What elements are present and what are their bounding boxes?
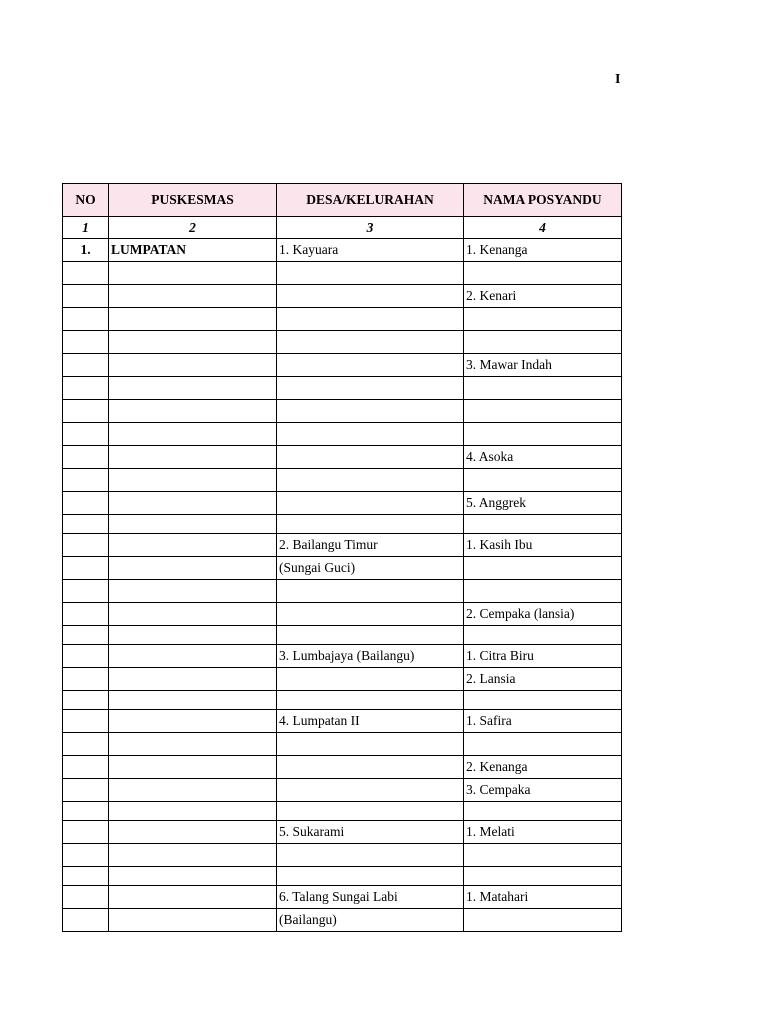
- cell-nama-posyandu: 1. Kasih Ibu: [464, 534, 622, 557]
- cell-no: [63, 400, 109, 423]
- cell-puskesmas: [109, 603, 277, 626]
- cell-no: [63, 909, 109, 932]
- cell-puskesmas: [109, 515, 277, 534]
- cell-desa-kelurahan: [277, 756, 464, 779]
- table-row: [63, 779, 622, 802]
- cell-nama-posyandu: [464, 262, 622, 285]
- cell-no: [63, 779, 109, 802]
- cell-nama-posyandu: 1. Melati: [464, 821, 622, 844]
- cell-desa-kelurahan: [277, 626, 464, 645]
- cell-puskesmas: LUMPATAN: [109, 239, 277, 262]
- cell-no: [63, 446, 109, 469]
- cell-nama-posyandu: [464, 423, 622, 446]
- cell-no: [63, 867, 109, 886]
- column-number: 1: [63, 217, 109, 239]
- table-row: [63, 423, 622, 446]
- header-no: NO: [63, 184, 109, 217]
- table-row: [63, 668, 622, 691]
- cell-desa-kelurahan: [277, 733, 464, 756]
- cell-nama-posyandu: [464, 733, 622, 756]
- cell-nama-posyandu: [464, 308, 622, 331]
- cell-desa-kelurahan: [277, 691, 464, 710]
- cell-desa-kelurahan: [277, 802, 464, 821]
- table-row: [63, 802, 622, 821]
- cell-no: 1.: [63, 239, 109, 262]
- column-number-row: [63, 217, 622, 239]
- cell-no: [63, 733, 109, 756]
- cell-no: [63, 423, 109, 446]
- table-row: [63, 308, 622, 331]
- cell-desa-kelurahan: [277, 308, 464, 331]
- cell-no: [63, 645, 109, 668]
- cell-puskesmas: [109, 710, 277, 733]
- cell-desa-kelurahan: [277, 331, 464, 354]
- column-number: 4: [464, 217, 622, 239]
- table-row: [63, 867, 622, 886]
- cell-puskesmas: [109, 802, 277, 821]
- cell-nama-posyandu: [464, 331, 622, 354]
- cell-no: [63, 354, 109, 377]
- cell-puskesmas: [109, 580, 277, 603]
- cell-desa-kelurahan: [277, 779, 464, 802]
- table-row: [63, 821, 622, 844]
- header-puskesmas: PUSKESMAS: [109, 184, 277, 217]
- header-row: [63, 184, 622, 217]
- cell-puskesmas: [109, 756, 277, 779]
- cell-nama-posyandu: 4. Asoka: [464, 446, 622, 469]
- page-corner-mark: I: [615, 72, 621, 87]
- cell-no: [63, 710, 109, 733]
- cell-desa-kelurahan: 1. Kayuara: [277, 239, 464, 262]
- cell-puskesmas: [109, 285, 277, 308]
- cell-puskesmas: [109, 886, 277, 909]
- cell-puskesmas: [109, 400, 277, 423]
- cell-nama-posyandu: 5. Anggrek: [464, 492, 622, 515]
- table-row: [63, 844, 622, 867]
- header-nama-posyandu: NAMA POSYANDU: [464, 184, 622, 217]
- cell-nama-posyandu: [464, 515, 622, 534]
- table-row: [63, 492, 622, 515]
- table-row: [63, 285, 622, 308]
- table-row: [63, 909, 622, 932]
- cell-desa-kelurahan: [277, 469, 464, 492]
- cell-nama-posyandu: [464, 867, 622, 886]
- cell-desa-kelurahan: 4. Lumpatan II: [277, 710, 464, 733]
- cell-no: [63, 821, 109, 844]
- cell-no: [63, 691, 109, 710]
- table-row: [63, 733, 622, 756]
- cell-puskesmas: [109, 668, 277, 691]
- cell-desa-kelurahan: [277, 262, 464, 285]
- cell-puskesmas: [109, 645, 277, 668]
- cell-no: [63, 262, 109, 285]
- cell-no: [63, 469, 109, 492]
- cell-puskesmas: [109, 909, 277, 932]
- cell-desa-kelurahan: [277, 423, 464, 446]
- cell-no: [63, 308, 109, 331]
- cell-puskesmas: [109, 821, 277, 844]
- table-row: [63, 446, 622, 469]
- table-row: [63, 645, 622, 668]
- table-row: [63, 626, 622, 645]
- table-row: [63, 691, 622, 710]
- cell-puskesmas: [109, 331, 277, 354]
- cell-desa-kelurahan: [277, 400, 464, 423]
- table-row: [63, 239, 622, 262]
- cell-puskesmas: [109, 844, 277, 867]
- cell-desa-kelurahan: [277, 867, 464, 886]
- cell-nama-posyandu: 3. Mawar Indah: [464, 354, 622, 377]
- cell-puskesmas: [109, 534, 277, 557]
- cell-nama-posyandu: [464, 469, 622, 492]
- cell-desa-kelurahan: 3. Lumbajaya (Bailangu): [277, 645, 464, 668]
- header-desa-kelurahan: DESA/KELURAHAN: [277, 184, 464, 217]
- cell-no: [63, 331, 109, 354]
- cell-no: [63, 603, 109, 626]
- cell-desa-kelurahan: [277, 515, 464, 534]
- cell-no: [63, 626, 109, 645]
- cell-puskesmas: [109, 733, 277, 756]
- cell-nama-posyandu: [464, 557, 622, 580]
- cell-desa-kelurahan: [277, 285, 464, 308]
- cell-puskesmas: [109, 377, 277, 400]
- cell-nama-posyandu: [464, 400, 622, 423]
- cell-desa-kelurahan: (Sungai Guci): [277, 557, 464, 580]
- table-row: [63, 756, 622, 779]
- cell-nama-posyandu: [464, 377, 622, 400]
- cell-no: [63, 756, 109, 779]
- cell-nama-posyandu: 2. Lansia: [464, 668, 622, 691]
- table-row: [63, 262, 622, 285]
- cell-puskesmas: [109, 262, 277, 285]
- cell-desa-kelurahan: [277, 668, 464, 691]
- cell-nama-posyandu: 1. Matahari: [464, 886, 622, 909]
- cell-nama-posyandu: 1. Safira: [464, 710, 622, 733]
- cell-desa-kelurahan: [277, 377, 464, 400]
- table-row: [63, 400, 622, 423]
- cell-nama-posyandu: [464, 580, 622, 603]
- cell-puskesmas: [109, 446, 277, 469]
- cell-nama-posyandu: 2. Kenari: [464, 285, 622, 308]
- table-row: [63, 354, 622, 377]
- table-row: [63, 557, 622, 580]
- cell-puskesmas: [109, 691, 277, 710]
- cell-nama-posyandu: [464, 691, 622, 710]
- cell-no: [63, 580, 109, 603]
- cell-puskesmas: [109, 779, 277, 802]
- cell-no: [63, 844, 109, 867]
- cell-desa-kelurahan: [277, 580, 464, 603]
- column-number: 3: [277, 217, 464, 239]
- cell-desa-kelurahan: [277, 446, 464, 469]
- table-row: [63, 886, 622, 909]
- cell-nama-posyandu: 1. Kenanga: [464, 239, 622, 262]
- cell-desa-kelurahan: 2. Bailangu Timur: [277, 534, 464, 557]
- cell-nama-posyandu: 3. Cempaka: [464, 779, 622, 802]
- cell-no: [63, 802, 109, 821]
- cell-nama-posyandu: [464, 626, 622, 645]
- cell-nama-posyandu: 2. Cempaka (lansia): [464, 603, 622, 626]
- cell-nama-posyandu: [464, 844, 622, 867]
- cell-desa-kelurahan: [277, 603, 464, 626]
- cell-nama-posyandu: 1. Citra Biru: [464, 645, 622, 668]
- cell-puskesmas: [109, 469, 277, 492]
- cell-puskesmas: [109, 557, 277, 580]
- table-row: [63, 580, 622, 603]
- cell-no: [63, 492, 109, 515]
- cell-nama-posyandu: 2. Kenanga: [464, 756, 622, 779]
- cell-nama-posyandu: [464, 802, 622, 821]
- cell-puskesmas: [109, 626, 277, 645]
- cell-desa-kelurahan: [277, 844, 464, 867]
- cell-desa-kelurahan: (Bailangu): [277, 909, 464, 932]
- cell-puskesmas: [109, 867, 277, 886]
- cell-desa-kelurahan: [277, 492, 464, 515]
- cell-no: [63, 886, 109, 909]
- cell-no: [63, 515, 109, 534]
- table-row: [63, 331, 622, 354]
- posyandu-table: [62, 183, 622, 932]
- table-row: [63, 469, 622, 492]
- cell-nama-posyandu: [464, 909, 622, 932]
- table-row: [63, 534, 622, 557]
- table-row: [63, 603, 622, 626]
- cell-desa-kelurahan: [277, 354, 464, 377]
- table-row: [63, 515, 622, 534]
- cell-puskesmas: [109, 423, 277, 446]
- cell-no: [63, 668, 109, 691]
- cell-puskesmas: [109, 492, 277, 515]
- table-row: [63, 377, 622, 400]
- table-row: [63, 710, 622, 733]
- cell-no: [63, 557, 109, 580]
- cell-desa-kelurahan: 5. Sukarami: [277, 821, 464, 844]
- cell-desa-kelurahan: 6. Talang Sungai Labi: [277, 886, 464, 909]
- cell-no: [63, 285, 109, 308]
- cell-puskesmas: [109, 354, 277, 377]
- column-number: 2: [109, 217, 277, 239]
- cell-no: [63, 534, 109, 557]
- cell-puskesmas: [109, 308, 277, 331]
- cell-no: [63, 377, 109, 400]
